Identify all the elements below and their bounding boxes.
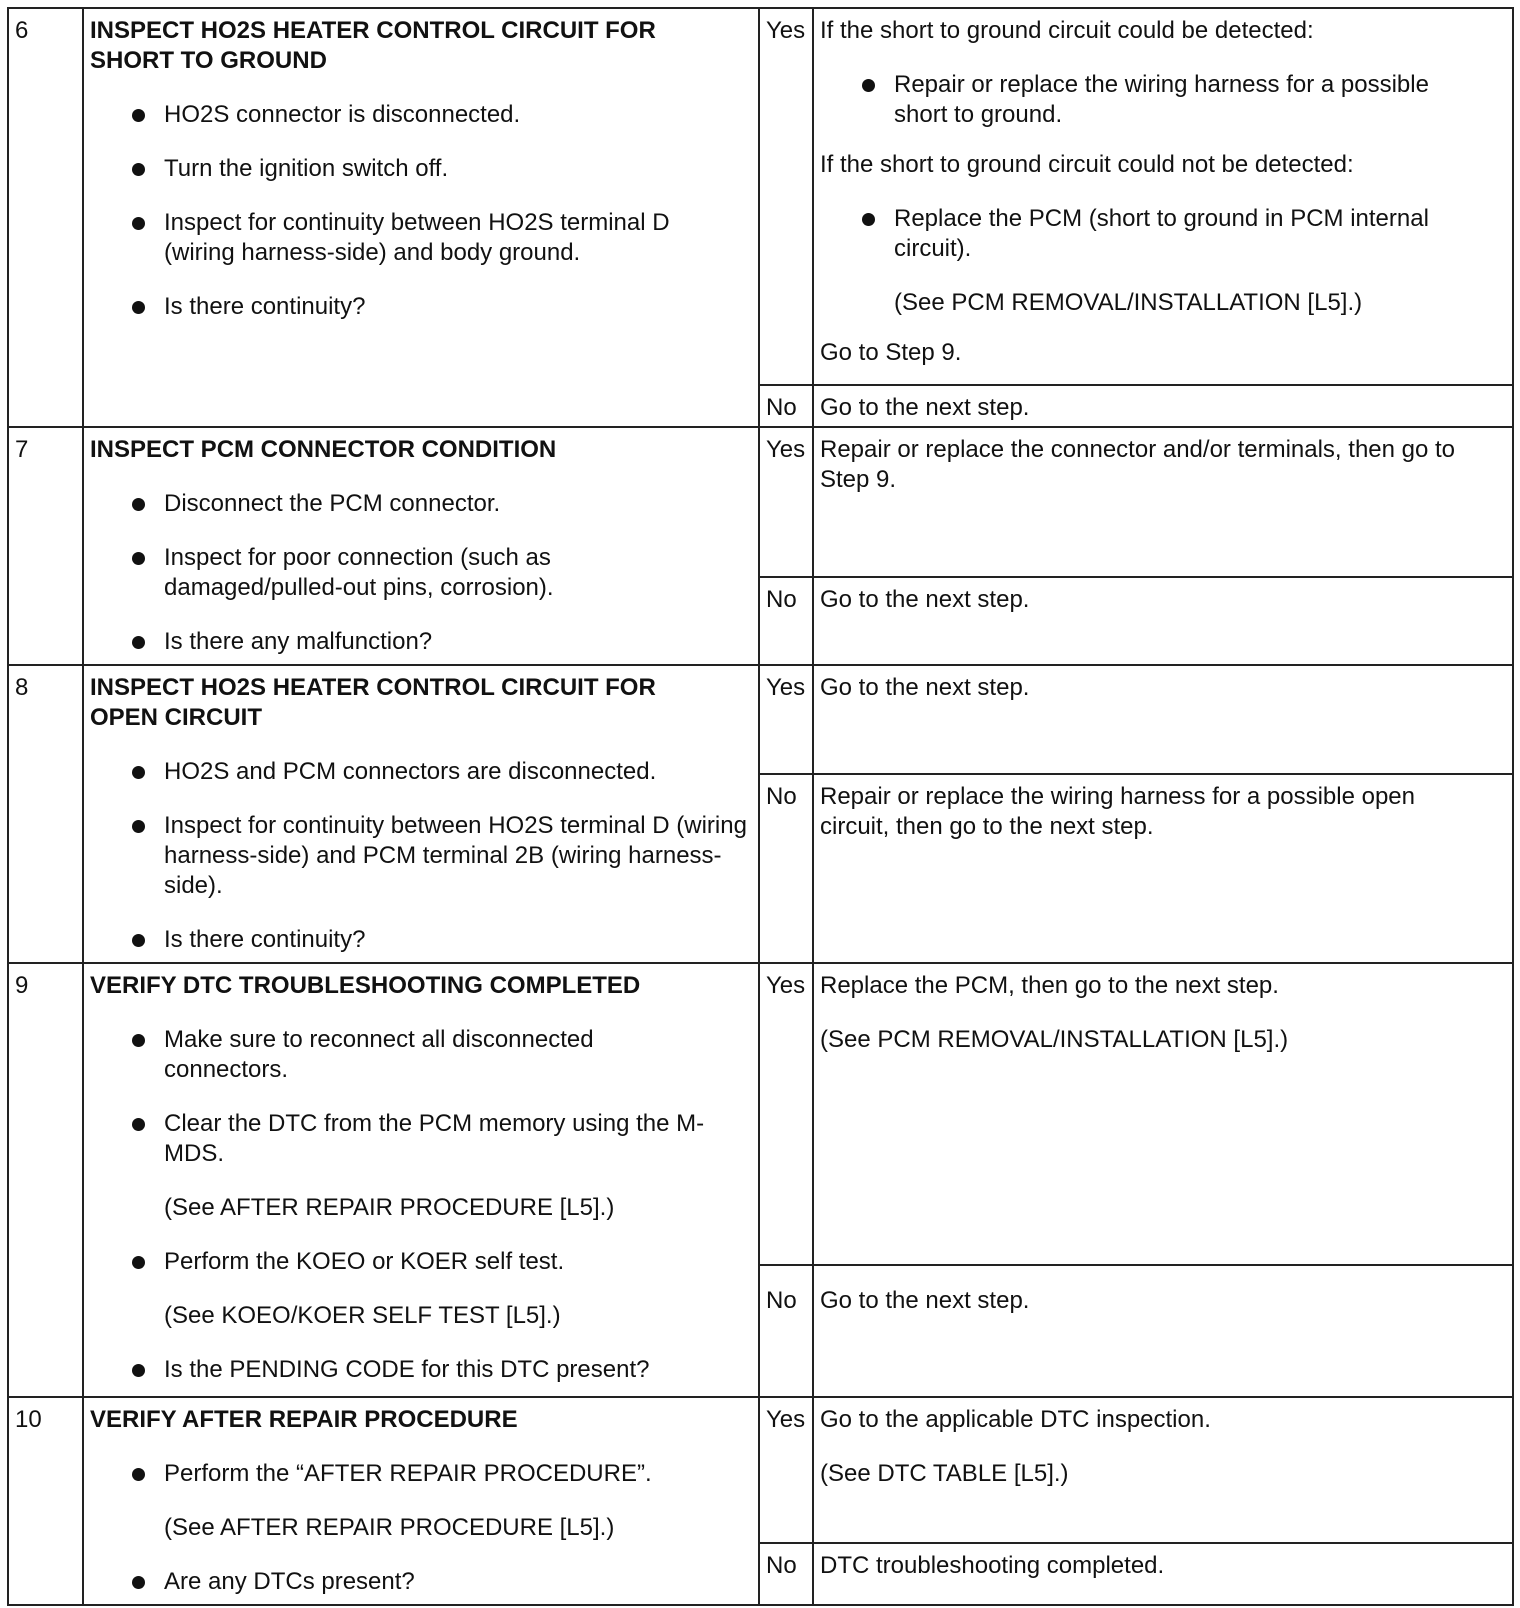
result-bullet-list: [820, 204, 1506, 318]
no-result-cell: Repair or replace the wiring harness for a possible open circuit, then go to the next step.: [813, 774, 1513, 963]
step-bullet: Are any DTCs present?: [90, 1567, 752, 1597]
yes-result-cell: [813, 1397, 1513, 1543]
step-bullet: Is there continuity?: [90, 925, 752, 955]
result-goto: Go to Step 9.: [820, 339, 962, 366]
no-result-cell: Go to the next step.: [813, 577, 1513, 665]
step-bullet: Inspect for continuity between HO2S terminal D (wiring harness-side) and PCM terminal 2B (wiring harness-side).: [90, 811, 752, 901]
step-bullet: Turn the ignition switch off.: [90, 154, 752, 184]
step-title: INSPECT PCM CONNECTOR CONDITION: [90, 436, 557, 463]
step-number: 7: [8, 427, 83, 665]
yes-result-cell: Repair or replace the connector and/or terminals, then go to Step 9.: [813, 427, 1513, 577]
no-result-cell: Go to the next step.: [813, 385, 1513, 427]
no-label: No: [759, 774, 813, 963]
result-text: Replace the PCM, then go to the next step.: [820, 972, 1279, 999]
result-text: Go to the applicable DTC inspection.: [820, 1406, 1211, 1433]
step-bullet-list: [90, 1025, 752, 1385]
result-bullet: Repair or replace the wiring harness for a possible short to ground.: [820, 70, 1506, 130]
step-bullet: Clear the DTC from the PCM memory using the M-MDS. (See AFTER REPAIR PROCEDURE [L5].): [90, 1109, 752, 1223]
reference-link[interactable]: (See PCM REMOVAL/INSTALLATION [L5].): [894, 289, 1363, 316]
step-action-cell: [83, 963, 759, 1397]
step-title: VERIFY AFTER REPAIR PROCEDURE: [90, 1406, 518, 1433]
result-bullet: Replace the PCM (short to ground in PCM internal circuit). (See PCM REMOVAL/INSTALLATION [L5].): [820, 204, 1506, 318]
result-condition: If the short to ground circuit could not be detected:: [820, 151, 1354, 178]
no-label: No: [759, 385, 813, 427]
troubleshooting-table: [7, 7, 1514, 1606]
step-bullet: Perform the “AFTER REPAIR PROCEDURE”. (See AFTER REPAIR PROCEDURE [L5].): [90, 1459, 752, 1543]
yes-result-cell: Go to the next step.: [813, 665, 1513, 774]
step-bullet: Inspect for continuity between HO2S terminal D (wiring harness-side) and body ground.: [90, 208, 752, 268]
step-row-10: [8, 1397, 1513, 1543]
step-bullet: Inspect for poor connection (such as damaged/pulled-out pins, corrosion).: [90, 543, 752, 603]
no-label: No: [759, 1265, 813, 1397]
step-title: VERIFY DTC TROUBLESHOOTING COMPLETED: [90, 972, 641, 999]
step-bullet: HO2S connector is disconnected.: [90, 100, 752, 130]
step-bullet-list: [90, 100, 752, 322]
reference-link[interactable]: (See PCM REMOVAL/INSTALLATION [L5].): [820, 1026, 1289, 1053]
step-bullet: Is the PENDING CODE for this DTC present?: [90, 1355, 752, 1385]
step-bullet: Is there continuity?: [90, 292, 752, 322]
yes-label: Yes: [759, 8, 813, 385]
reference-link[interactable]: (See AFTER REPAIR PROCEDURE [L5].): [164, 1194, 615, 1221]
result-bullet-list: [820, 70, 1506, 130]
step-action-cell: [83, 8, 759, 427]
step-bullet: Make sure to reconnect all disconnected connectors.: [90, 1025, 752, 1085]
step-bullet: HO2S and PCM connectors are disconnected.: [90, 757, 752, 787]
step-action-cell: [83, 1397, 759, 1605]
step-bullet: Is there any malfunction?: [90, 627, 752, 657]
step-number: 9: [8, 963, 83, 1397]
step-bullet: Perform the KOEO or KOER self test. (See KOEO/KOER SELF TEST [L5].): [90, 1247, 752, 1331]
step-number: 10: [8, 1397, 83, 1605]
result-condition: If the short to ground circuit could be detected:: [820, 17, 1314, 44]
reference-link[interactable]: (See KOEO/KOER SELF TEST [L5].): [164, 1302, 561, 1329]
step-number: 6: [8, 8, 83, 427]
step-row-8: [8, 665, 1513, 774]
yes-result-cell: [813, 963, 1513, 1265]
step-bullet-list: [90, 489, 752, 657]
no-label: No: [759, 577, 813, 665]
step-action-cell: [83, 665, 759, 963]
no-result-cell: DTC troubleshooting completed.: [813, 1543, 1513, 1605]
no-result-cell: Go to the next step.: [813, 1265, 1513, 1397]
step-bullet: Disconnect the PCM connector.: [90, 489, 752, 519]
no-label: No: [759, 1543, 813, 1605]
step-title: INSPECT HO2S HEATER CONTROL CIRCUIT FOR OPEN CIRCUIT: [90, 674, 656, 731]
yes-label: Yes: [759, 963, 813, 1265]
step-action-cell: [83, 427, 759, 665]
step-bullet-list: [90, 1459, 752, 1597]
yes-result-cell: [813, 8, 1513, 385]
yes-label: Yes: [759, 665, 813, 774]
step-title: INSPECT HO2S HEATER CONTROL CIRCUIT FOR SHORT TO GROUND: [90, 17, 656, 74]
step-number: 8: [8, 665, 83, 963]
yes-label: Yes: [759, 1397, 813, 1543]
step-row-7: [8, 427, 1513, 577]
step-row-6: [8, 8, 1513, 385]
step-row-9: [8, 963, 1513, 1265]
reference-link[interactable]: (See AFTER REPAIR PROCEDURE [L5].): [164, 1514, 615, 1541]
yes-label: Yes: [759, 427, 813, 577]
step-bullet-list: [90, 757, 752, 955]
troubleshooting-document: [7, 7, 1512, 1600]
reference-link[interactable]: (See DTC TABLE [L5].): [820, 1460, 1069, 1487]
